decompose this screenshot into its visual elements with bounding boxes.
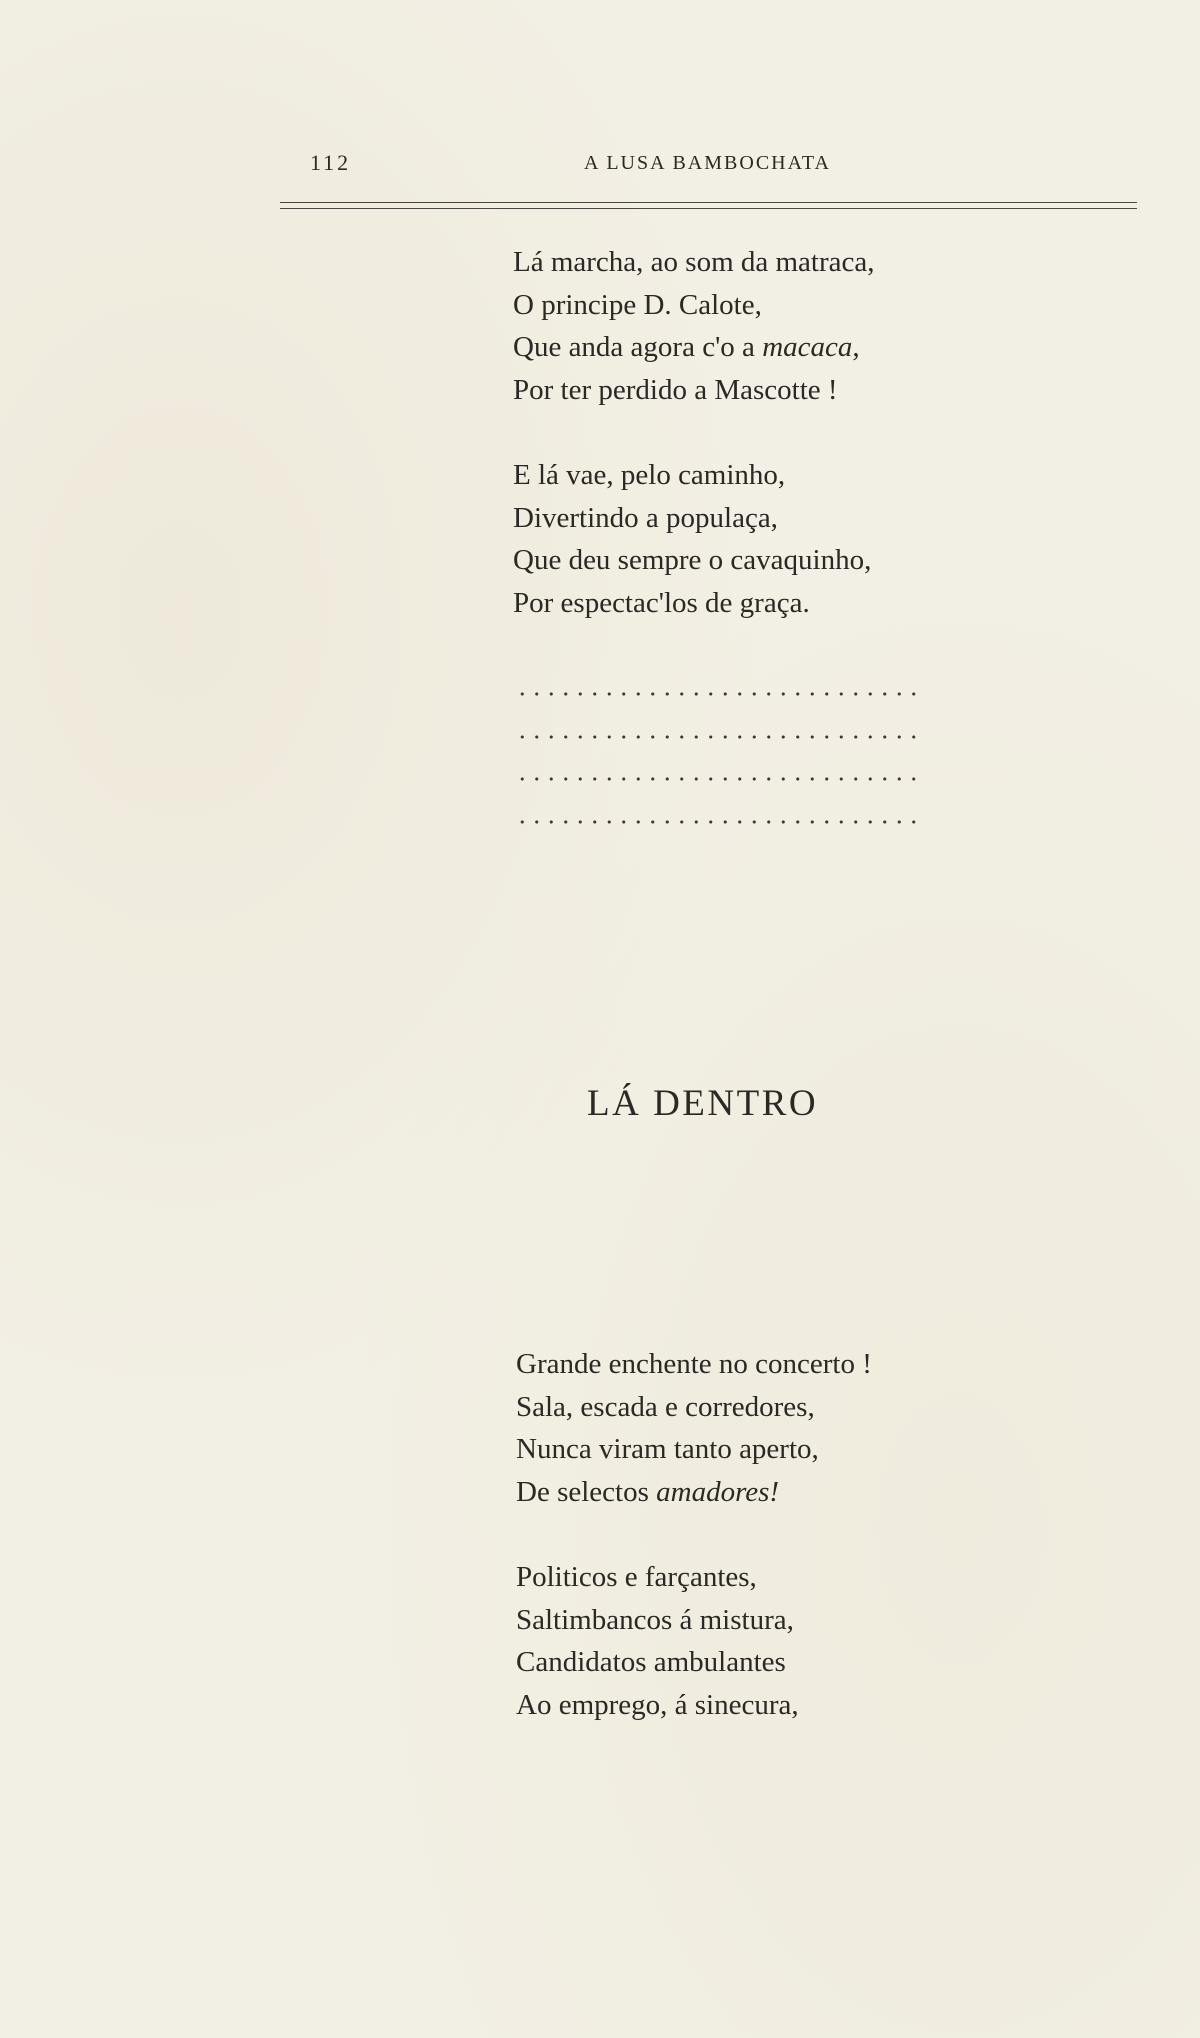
verse-line: Que deu sempre o cavaquinho, [513,544,872,576]
verse-line: E lá vae, pelo caminho, [513,459,786,491]
stanza-4 [516,1556,799,1726]
verse-line: Sala, escada e corredores, [516,1390,815,1423]
dotted-line [515,804,920,847]
verse-line: Lá marcha, ao som da matraca, [513,246,875,278]
verse-line: Grande enchente no concerto ! [516,1348,872,1380]
verse-line: Por ter perdido a Mascotte ! [513,373,838,406]
verse-line: Ao emprego, á sinecura, [516,1688,799,1721]
italic-word: macaca [762,331,853,363]
page-number: 112 [310,150,352,175]
dotted-line [515,719,920,762]
verse-line: Candidatos ambulantes [516,1646,786,1678]
section-title: LÁ DENTRO [587,1083,819,1124]
running-head [0,150,1200,180]
stanza-1 [513,241,875,411]
stanza-3 [516,1343,872,1513]
italic-word: amadores! [656,1475,780,1508]
verse-line: O principe D. Calote, [513,288,762,321]
verse-line [513,326,875,369]
omitted-lines [515,676,920,846]
header-rule [280,202,1137,203]
verse-line: Divertindo a populaça, [513,501,778,534]
stanza-2 [513,454,871,624]
header-rule-second [280,208,1137,209]
verse-text: De selectos [516,1475,657,1508]
verse-line: Por espectac'los de graça. [513,586,810,619]
dotted-line [515,761,920,804]
verse-line: Saltimbancos á mistura, [516,1603,794,1636]
verse-line [516,1471,872,1514]
verse-line: Politicos e farçantes, [516,1561,757,1593]
running-title: A LUSA BAMBOCHATA [584,152,831,174]
verse-punctuation: , [852,331,860,363]
verse-line: Nunca viram tanto aperto, [516,1433,819,1465]
verse-text: Que anda agora c'o a [513,331,763,363]
dotted-line [515,676,920,719]
